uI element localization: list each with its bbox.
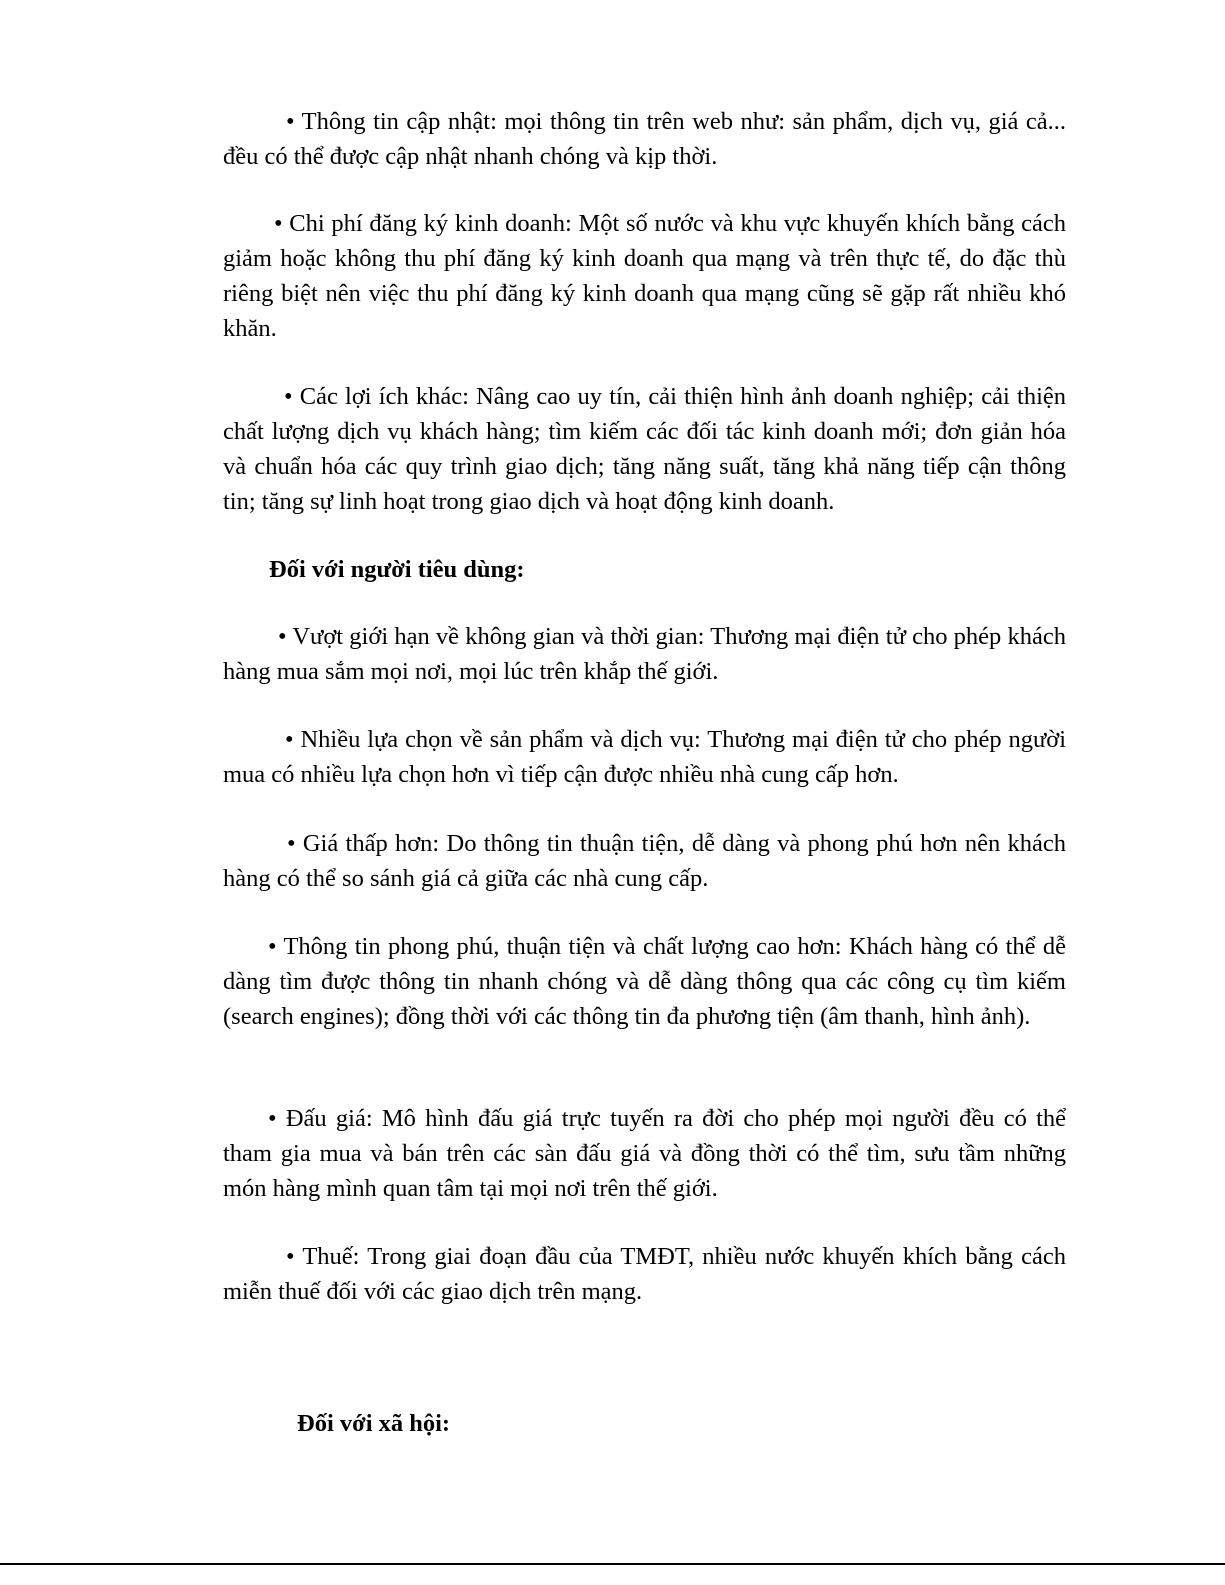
paragraph-text: Thông tin cập nhật: mọi thông tin trên web như: sản phẩm, dịch vụ, giá cả... đều có thể được cập nhật nhanh chóng và kịp thời. — [223, 108, 1067, 170]
bullet: • — [287, 830, 296, 857]
paragraph-other-benefits — [223, 379, 1066, 519]
bullet: • — [268, 1105, 277, 1132]
paragraph-text: Nhiều lựa chọn về sản phẩm và dịch vụ: Thương mại điện tử cho phép người mua có nhiều lựa chọn hơn vì tiếp cận được nhiều nhà cung cấp hơn. — [223, 726, 1067, 788]
paragraph-rich-info — [223, 929, 1066, 1034]
bullet: • — [268, 933, 277, 960]
paragraph-product-choice — [223, 722, 1066, 792]
bullet: • — [286, 1243, 295, 1270]
paragraph-lower-price — [223, 826, 1066, 896]
paragraph-text: Thuế: Trong giai đoạn đầu của TMĐT, nhiều nước khuyến khích bằng cách miễn thuế đối với các giao dịch trên mạng. — [223, 1243, 1066, 1305]
paragraph-tax — [223, 1239, 1066, 1309]
paragraph-text: Đấu giá: Mô hình đấu giá trực tuyến ra đời cho phép mọi người đều có thể tham gia mua và bán trên các sàn đấu giá và đồng thời có thể tìm, sưu tầm những món hàng mình quan tâm tại mọi nơi trên thế giới. — [223, 1105, 1067, 1202]
paragraph-text: Giá thấp hơn: Do thông tin thuận tiện, dễ dàng và phong phú hơn nên khách hàng có thể so sánh giá cả giữa các nhà cung cấp. — [223, 830, 1066, 892]
bullet: • — [274, 210, 283, 237]
section-heading-society: Đối với xã hội: — [297, 1410, 451, 1437]
bullet: • — [284, 383, 293, 410]
section-heading-consumers: Đối với người tiêu dùng: — [269, 556, 525, 583]
paragraph-text: Chi phí đăng ký kinh doanh: Một số nước và khu vực khuyến khích bằng cách giảm hoặc không thu phí đăng ký kinh doanh qua mạng và trên thực tế, do đặc thù riêng biệt nên việc thu phí đăng ký kinh doanh qua mạng cũng sẽ gặp rất nhiều khó khăn. — [223, 210, 1067, 342]
paragraph-space-time — [223, 619, 1066, 689]
paragraph-text: Vượt giới hạn về không gian và thời gian: Thương mại điện tử cho phép khách hàng mua sắm mọi nơi, mọi lúc trên khắp thế giới. — [223, 623, 1066, 685]
paragraph-registration-cost — [223, 206, 1066, 346]
paragraph-auction — [223, 1101, 1066, 1206]
page-bottom-border — [0, 1563, 1225, 1565]
paragraph-info-update — [223, 104, 1066, 174]
bullet: • — [278, 623, 287, 650]
paragraph-text: Thông tin phong phú, thuận tiện và chất lượng cao hơn: Khách hàng có thể dễ dàng tìm được thông tin nhanh chóng và dễ dàng thông qua các công cụ tìm kiếm (search engines); đồng thời với các thông tin đa phương tiện (âm thanh, hình ảnh). — [223, 933, 1066, 1030]
bullet: • — [285, 726, 294, 753]
paragraph-text: Các lợi ích khác: Nâng cao uy tín, cải thiện hình ảnh doanh nghiệp; cải thiện chất lượng dịch vụ khách hàng; tìm kiếm các đối tác kinh doanh mới; đơn giản hóa và chuẩn hóa các quy trình giao dịch; tăng năng suất, tăng khả năng tiếp cận thông tin; tăng sự linh hoạt trong giao dịch và hoạt động kinh doanh. — [223, 383, 1066, 515]
bullet: • — [286, 108, 295, 135]
